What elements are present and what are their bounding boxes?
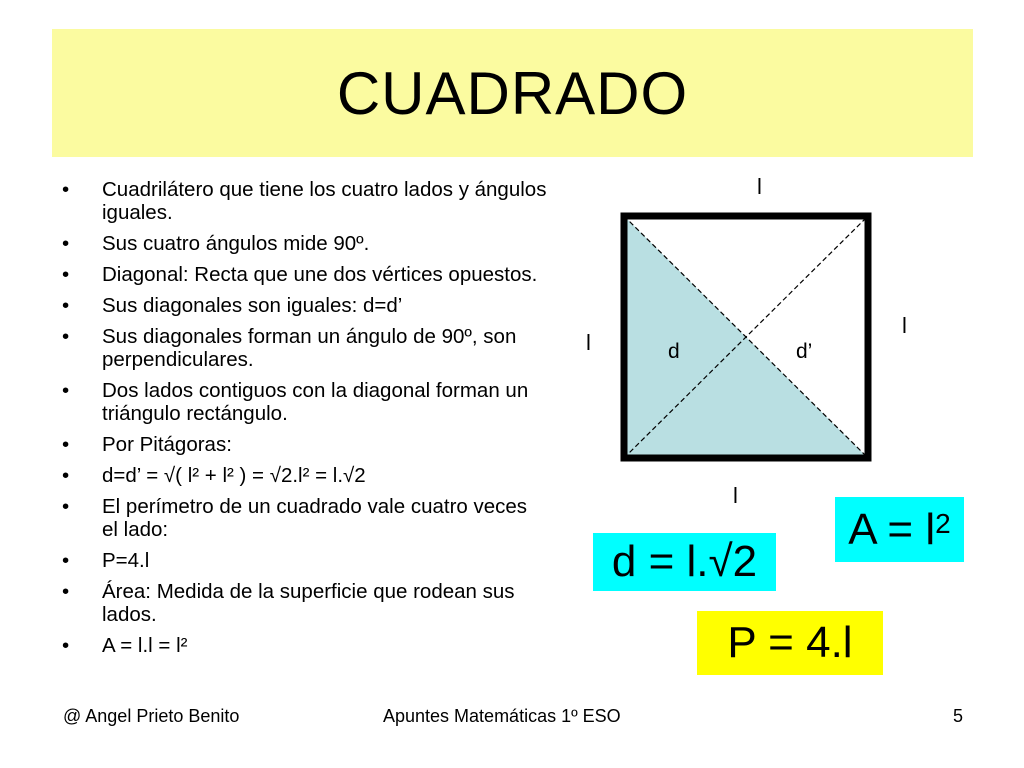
footer-page-number: 5	[953, 706, 964, 726]
footer-author: @ Angel Prieto Benito	[63, 706, 240, 726]
diagonal-label-d-prime: d’	[796, 340, 813, 363]
list-item: • Sus cuatro ángulos mide 90º.	[62, 232, 370, 255]
list-item: • Sus diagonales son iguales: d=d’	[62, 294, 403, 317]
list-item: • P=4.l	[62, 549, 150, 572]
bullet-icon: •	[62, 379, 70, 402]
side-label-bottom: l	[733, 483, 738, 508]
footer-course: Apuntes Matemáticas 1º ESO	[383, 706, 621, 726]
list-item: • Sus diagonales forman un ángulo de 90º, son perpendiculares.	[62, 325, 517, 371]
bullet-icon: •	[62, 325, 70, 348]
bullet-icon: •	[62, 580, 70, 603]
area-formula-exponent: 2	[935, 507, 951, 539]
list-item: • Por Pitágoras:	[62, 433, 232, 456]
bullet-icon: •	[62, 232, 70, 255]
diagonal-formula-box	[593, 533, 776, 591]
diagonal-label-d: d	[668, 340, 680, 363]
title-bar	[52, 29, 973, 157]
list-item: • Cuadrilátero que tiene los cuatro lados y ángulos iguales.	[62, 178, 547, 224]
side-label-top: l	[757, 174, 762, 199]
bullet-icon: •	[62, 433, 70, 456]
list-item: • El perímetro de un cuadrado vale cuatro veces el lado:	[62, 495, 528, 541]
list-item: • Diagonal: Recta que une dos vértices opuestos.	[62, 263, 538, 286]
diagonal-formula: d = l.√2	[611, 537, 758, 586]
list-item: • Área: Medida de la superficie que rodean sus lados.	[62, 580, 515, 626]
page-title: CUADRADO	[336, 59, 689, 127]
list-item: • A = l.l = l²	[62, 634, 188, 657]
bullet-icon: •	[62, 263, 70, 286]
list-item: • d=d’ = √( l² + l² ) = √2.l² = l.√2	[62, 464, 366, 487]
bullet-icon: •	[62, 634, 70, 657]
list-item: • Dos lados contiguos con la diagonal forman un triángulo rectángulo.	[62, 379, 529, 425]
perimeter-formula: P = 4.l	[727, 618, 853, 667]
bullet-list	[58, 178, 548, 665]
side-label-left: l	[586, 330, 591, 355]
bullet-icon: •	[62, 178, 70, 201]
area-formula-base: A = l	[848, 504, 936, 554]
bullet-icon: •	[62, 464, 70, 487]
square-figure	[618, 210, 874, 464]
bullet-icon: •	[62, 549, 70, 572]
area-formula-box	[835, 497, 964, 562]
bullet-icon: •	[62, 294, 70, 317]
perimeter-formula-box	[697, 611, 883, 675]
side-label-right: l	[902, 313, 907, 338]
bullet-icon: •	[62, 495, 70, 518]
